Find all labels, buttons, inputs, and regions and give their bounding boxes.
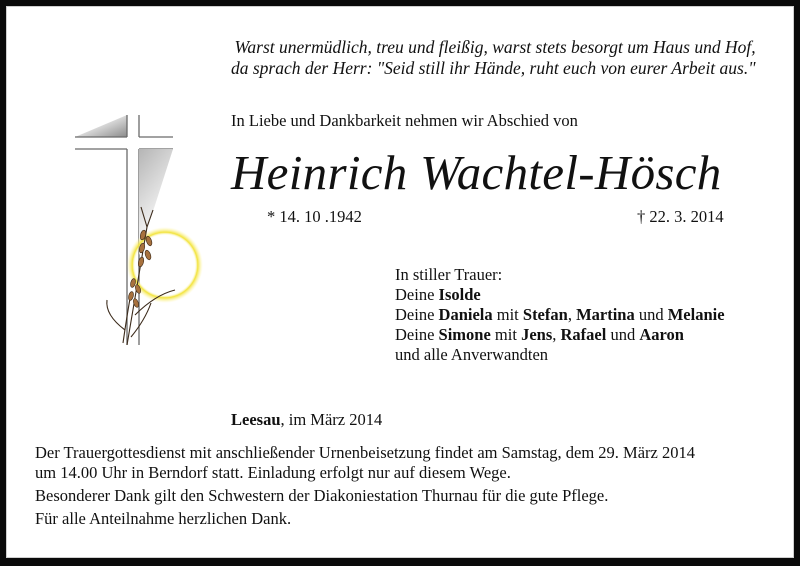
mourner-name: Rafael	[560, 325, 607, 344]
mourner-line: Deine Isolde	[395, 285, 481, 304]
thanks-care: Besonderer Dank gilt den Schwestern der Diakoniestation Thurnau für die gute Pflege.	[35, 486, 609, 505]
mourners-list	[395, 265, 725, 365]
mourner-name: Aaron	[639, 325, 684, 344]
mourner-name: Isolde	[438, 285, 481, 304]
verse-line-1: Warst unermüdlich, treu und fleißig, warst stets besorgt um Haus und Hof,	[234, 37, 756, 57]
service-notice	[35, 443, 695, 529]
town-name: Leesau	[231, 410, 281, 429]
mourner-name: Melanie	[667, 305, 725, 324]
death-date: † 22. 3. 2014	[637, 207, 724, 226]
birth-date: * 14. 10 .1942	[267, 207, 362, 226]
deceased-name: Heinrich Wachtel-Hösch	[231, 145, 722, 200]
service-line-2: um 14.00 Uhr in Berndorf statt. Einladung erfolgt nur auf diesem Wege.	[35, 463, 511, 482]
mourner-name: Stefan	[522, 305, 568, 324]
place-date: Leesau, im März 2014	[231, 410, 383, 429]
mourner-line: Deine Daniela mit Stefan, Martina und Melanie	[395, 305, 725, 324]
mourner-name: Jens	[521, 325, 553, 344]
mourners-closing: und alle Anverwandten	[395, 345, 549, 364]
mourner-line: Deine Simone mit Jens, Rafael und Aaron	[395, 325, 684, 344]
thanks-all: Für alle Anteilnahme herzlichen Dank.	[35, 509, 292, 528]
mourners-heading: In stiller Trauer:	[395, 265, 503, 284]
mourner-name: Daniela	[438, 305, 493, 324]
farewell-intro: In Liebe und Dankbarkeit nehmen wir Abschied von	[231, 111, 578, 130]
cross-shade-upper	[75, 115, 127, 137]
service-line-1: Der Trauergottesdienst mit anschließender Urnenbeisetzung findet am Samstag, dem 29. März 2014	[35, 443, 695, 462]
mourner-name: Martina	[576, 305, 635, 324]
memorial-verse	[231, 37, 756, 79]
verse-line-2: da sprach der Herr: "Seid still ihr Hände, ruht euch von eurer Arbeit aus."	[231, 58, 756, 78]
cross-wheat-sun-illustration	[65, 115, 215, 345]
mourner-name: Simone	[438, 325, 491, 344]
obituary-card	[6, 6, 794, 558]
